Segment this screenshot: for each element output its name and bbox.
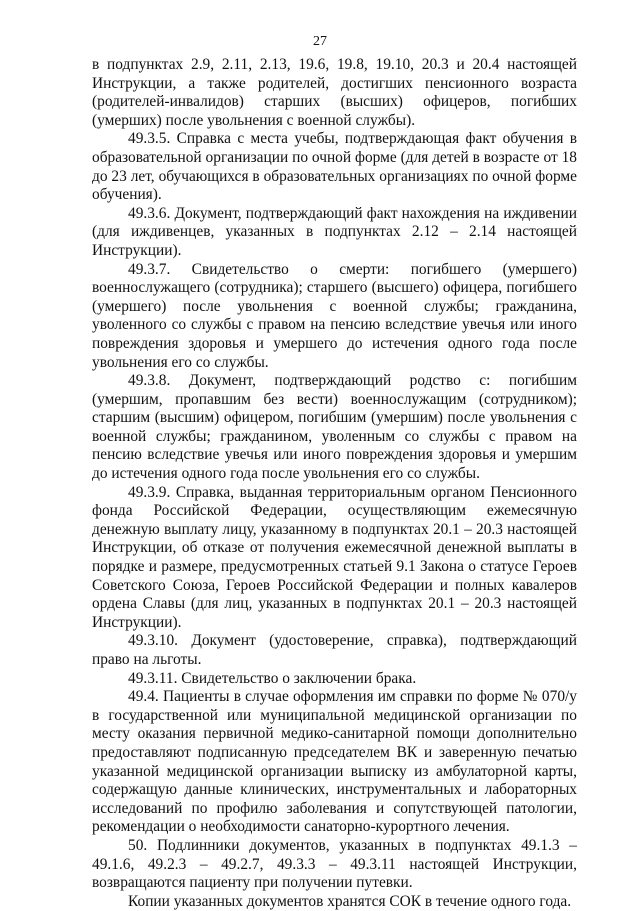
document-body bbox=[92, 56, 577, 911]
paragraph-49-3-10: 49.3.10. Документ (удостоверение, справка), подтверждающий право на льготы. bbox=[92, 632, 577, 668]
paragraph-49-4: 49.4. Пациенты в случае оформления им справки по форме № 070/у в государственной или муниципальной медицинской организации по месту оказания первичной медико-санитарной помощи дополнительно предоставляют подписанную председателем ВК и заверенную печатью указанной медицинской организации выписку из амбулаторной карты, содержащую данные клинических, инструментальных и лабораторных исследований по профилю заболевания и сопутствующей патологии, рекомендации о необходимости санаторно-курортного лечения. bbox=[92, 688, 577, 836]
paragraph-49-3-11: 49.3.11. Свидетельство о заключении брака. bbox=[128, 669, 417, 687]
paragraph-49-3-5: 49.3.5. Справка с места учебы, подтверждающая факт обучения в образовательной организации по очной форме (для детей в возрасте от 18 до 23 лет, обучающихся в образовательных организациях по очной форме обучения). bbox=[92, 130, 577, 204]
page-number: 27 bbox=[313, 34, 327, 49]
paragraph-continuation: в подпунктах 2.9, 2.11, 2.13, 19.6, 19.8, 19.10, 20.3 и 20.4 настоящей Инструкции, а также родителей, достигших пенсионного возраста (родителей-инвалидов) старших (высших) офицеров, погибших (умерших) после увольнения с военной службы). bbox=[92, 56, 577, 129]
paragraph-49-3-7: 49.3.7. Свидетельство о смерти: погибшего (умершего) военнослужащего (сотрудника); старшего (высшего) офицера, погибшего (умершего) после увольнения с военной службы; гражданина, уволенного со службы с правом на пенсию вследствие увечья или иного повреждения здоровья и умершего до истечения одного года после увольнения его со службы. bbox=[92, 260, 577, 371]
paragraph-49-3-8: 49.3.8. Документ, подтверждающий родство с: погибшим (умершим, пропавшим без вести) военнослужащим (сотрудником); старшим (высшим) офицером, погибшим (умершим) после увольнения с военной службы; гражданином, уволенным со службы с правом на пенсию вследствие увечья или иного повреждения здоровья и умершим до истечения одного года после увольнения его со службы. bbox=[92, 372, 577, 483]
paragraph-50: 50. Подлинники документов, указанных в подпунктах 49.1.3 – 49.1.6, 49.2.3 – 49.2.7, 49.3.3 – 49.3.11 настоящей Инструкции, возвращаются пациенту при получении путевки. bbox=[92, 836, 577, 892]
paragraph-copies-storage: Копии указанных документов хранятся СОК в течение одного года. bbox=[128, 892, 572, 910]
paragraph-49-3-9: 49.3.9. Справка, выданная территориальным органом Пенсионного фонда Российской Федерации, осуществляющим ежемесячную денежную выплату лицу, указанному в подпунктах 20.1 – 20.3 настоящей Инструкции, об отказе от получения ежемесячной денежной выплаты в порядке и размере, предусмотренных статьей 9.1 Закона о статусе Героев Советского Союза, Героев Российской Федерации и полных кавалеров ордена Славы (для лиц, указанных в подпунктах 20.1 – 20.3 настоящей Инструкции). bbox=[92, 483, 577, 631]
paragraph-49-3-6: 49.3.6. Документ, подтверждающий факт нахождения на иждивении (для иждивенцев, указанных в подпунктах 2.12 – 2.14 настоящей Инструкции). bbox=[92, 204, 577, 259]
